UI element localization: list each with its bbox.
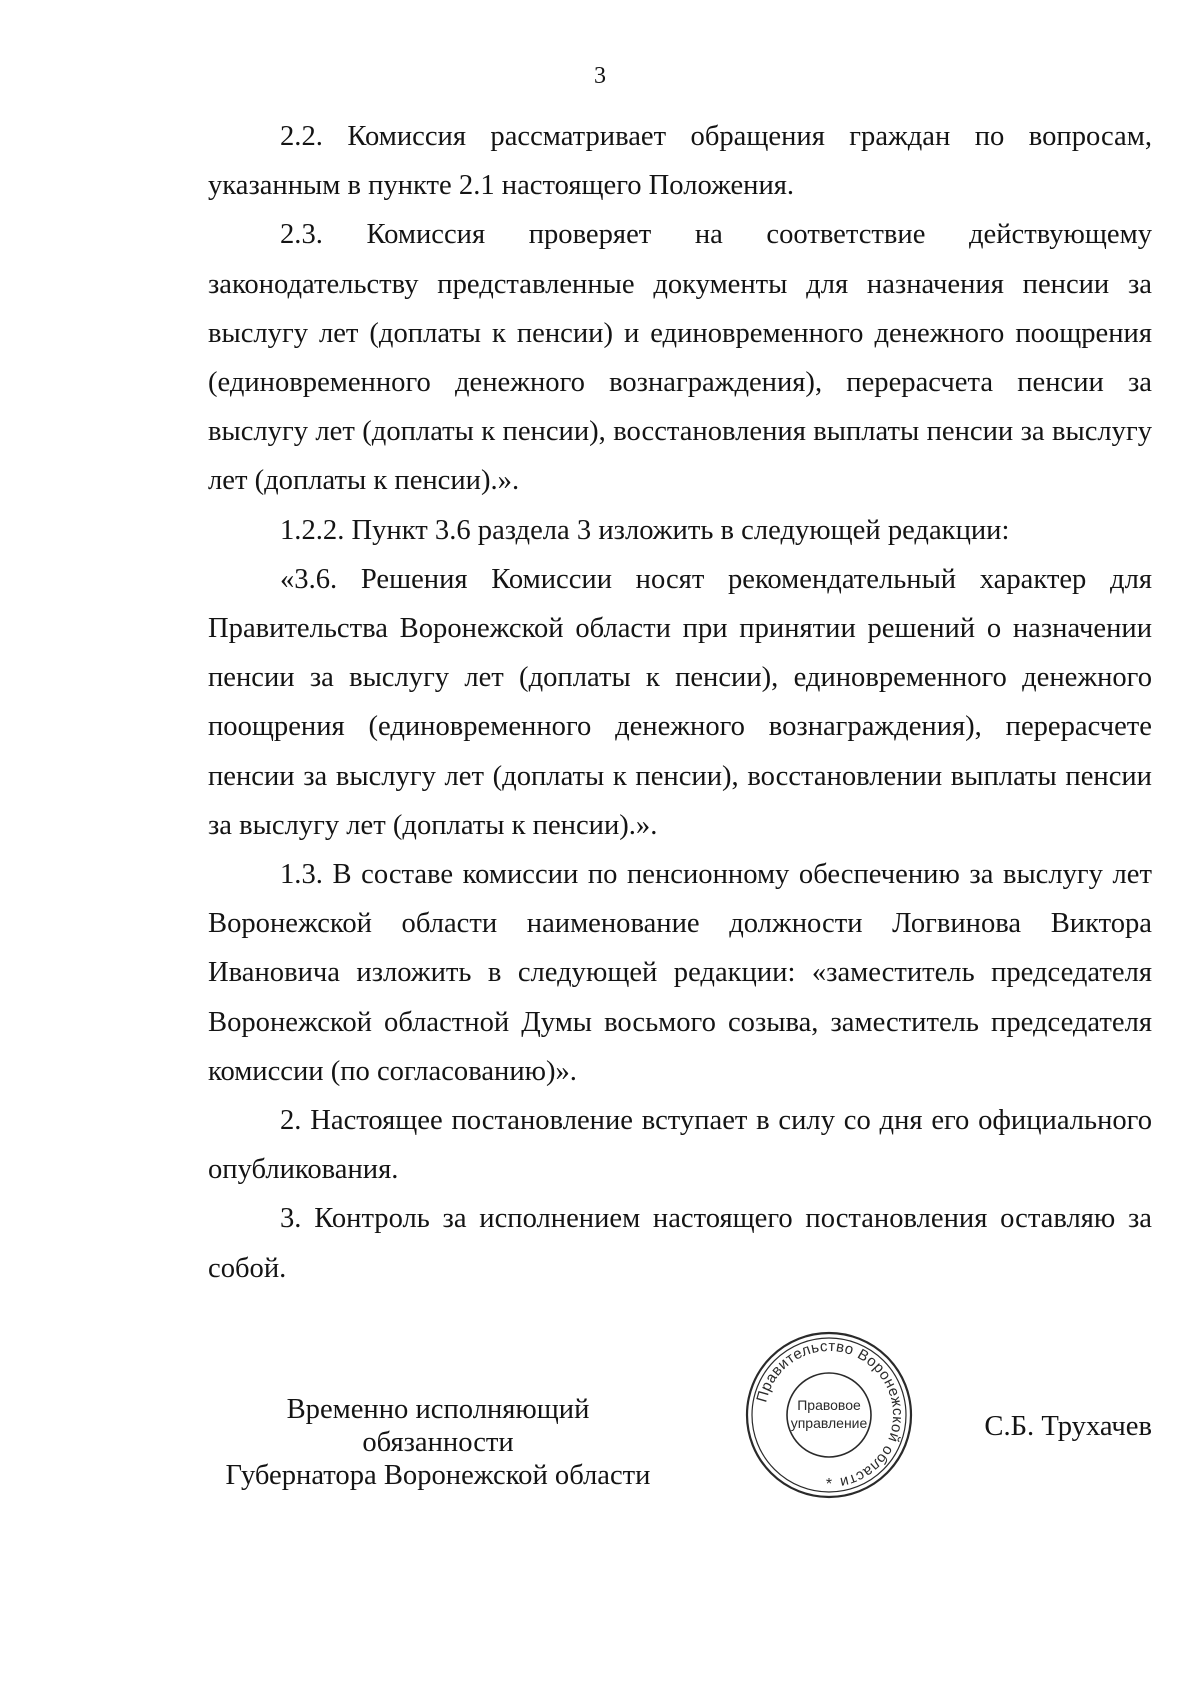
seal-star: *: [825, 1476, 833, 1493]
paragraph-2: 2. Настоящее постановление вступает в силу со дня его официального опубликования.: [208, 1105, 1152, 1186]
paragraph-2-2: 2.2. Комиссия рассматривает обращения граждан по вопросам, указанным в пункте 2.1 настоящего Положения.: [208, 121, 1152, 202]
page-number: 3: [594, 63, 606, 89]
signatory-name: С.Б. Трухачев: [984, 1411, 1152, 1442]
seal-center-line2: управление: [790, 1415, 868, 1431]
paragraph-3: 3. Контроль за исполнением настоящего постановления оставляю за собой.: [208, 1203, 1152, 1284]
seal-ring-text: Правительство Воронежской области: [753, 1337, 907, 1492]
document-body: [208, 112, 1152, 1293]
seal-center-line1: Правовое: [797, 1397, 861, 1413]
paragraph-3-6: «3.6. Решения Комиссии носят рекомендательный характер для Правительства Воронежской области при принятии решений о назначении пенсии за выслугу лет (доплаты к пенсии), единовременного денежного поощрения (единовременного денежного вознаграждения), перерасчете пенсии за выслугу лет (доплаты к пенсии), восстановлении выплаты пенсии за выслугу лет (доплаты к пенсии).».: [208, 563, 1152, 841]
signatory-position-line2: Губернатора Воронежской области: [225, 1460, 651, 1491]
signatory-position-line1: Временно исполняющий обязанности: [286, 1394, 590, 1458]
paragraph-1-3: 1.3. В составе комиссии по пенсионному обеспечению за выслугу лет Воронежской области наименование должности Логвинова Виктора Ивановича изложить в следующей редакции: «заместитель председателя Воронежской областной Думы восьмого созыва, заместитель председателя комиссии (по согласованию)».: [208, 859, 1152, 1087]
official-seal: [743, 1329, 915, 1501]
paragraph-1-2-2: 1.2.2. Пункт 3.6 раздела 3 изложить в следующей редакции:: [280, 514, 1010, 546]
signatory-position: [208, 1393, 668, 1492]
paragraph-2-3: 2.3. Комиссия проверяет на соответствие действующему законодательству представленные документы для назначения пенсии за выслугу лет (доплаты к пенсии) и единовременного денежного поощрения (единовременного денежного вознаграждения), перерасчета пенсии за выслугу лет (доплаты к пенсии), восстановления выплаты пенсии за выслугу лет (доплаты к пенсии).».: [208, 219, 1152, 497]
